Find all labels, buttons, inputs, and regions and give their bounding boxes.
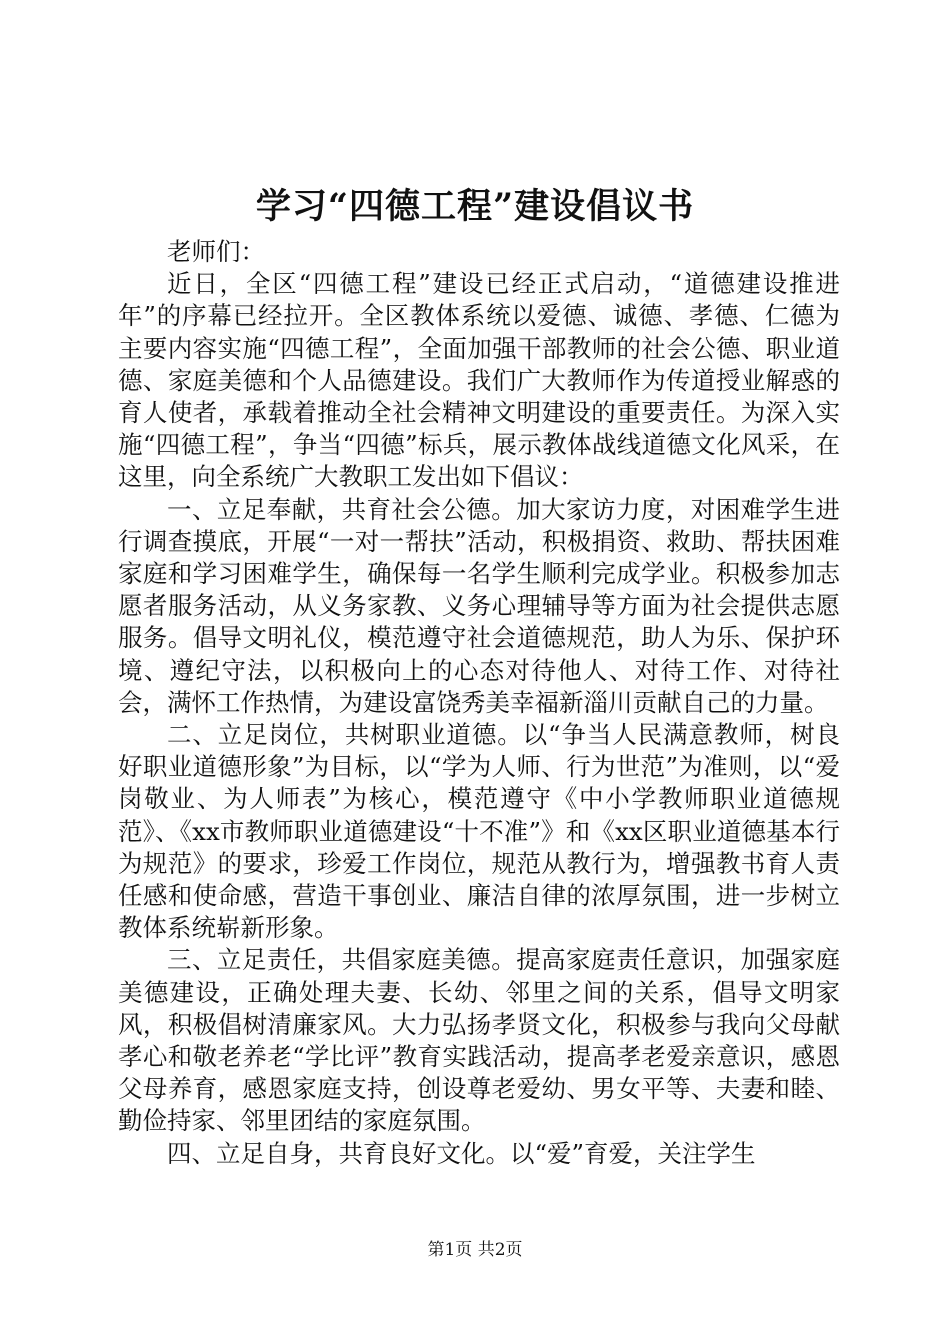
salutation: 老师们： (167, 237, 265, 266)
document-title: 学习“四德工程”建设倡议书 (255, 186, 695, 227)
proposal-paragraph-4: 四、立足自身，共育良好文化。以“爱”育爱，关注学生 (167, 1138, 756, 1168)
intro-paragraph: 近日，全区“四德工程”建设已经正式启动，“道德建设推进年”的序幕已经拉开。全区教体系统以爱德、诚德、孝德、仁德为主要内容实施“四德工程”，全面加强干部教师的社会公德、职业道德、家庭美德和个人品德建设。我们广大教师作为传道授业解惑的育人使者，承载着推动全社会精神文明建设的重要责任。为深入实施“四德工程”，争当“四德”标兵，展示教体战线道德文化风采，在这里，向全系统广大教职工发出如下倡议： (118, 269, 840, 492)
page-number: 第1页 共2页 (427, 1240, 523, 1260)
proposal-paragraph-1: 一、立足奉献，共育社会公德。加大家访力度，对困难学生进行调查摸底，开展“一对一帮扶”活动，积极捐资、救助、帮扶困难家庭和学习困难学生，确保每一名学生顺利完成学业。积极参加志愿者服务活动，从义务家教、义务心理辅导等方面为社会提供志愿服务。倡导文明礼仪，模范遵守社会道德规范，助人为乐、保护环境、遵纪守法，以积极向上的心态对待他人、对待工作、对待社会，满怀工作热情，为建设富饶秀美幸福新淄川贡献自己的力量。 (118, 494, 840, 717)
proposal-paragraph-3: 三、立足责任，共倡家庭美德。提高家庭责任意识，加强家庭美德建设，正确处理夫妻、长幼、邻里之间的关系，倡导文明家风，积极倡树清廉家风。大力弘扬孝贤文化，积极参与我向父母献孝心和敬老养老“学比评”教育实践活动，提高孝老爱亲意识，感恩父母养育，感恩家庭支持，创设尊老爱幼、男女平等、夫妻和睦、勤俭持家、邻里团结的家庭氛围。 (118, 945, 840, 1136)
proposal-paragraph-2: 二、立足岗位，共树职业道德。以“争当人民满意教师，树良好职业道德形象”为目标，以“学为人师、行为世范”为准则，以“爱岗敬业、为人师表”为核心，模范遵守《中小学教师职业道德规范》、《xx市教师职业道德建设“十不准”》和《xx区职业道德基本行为规范》的要求，珍爱工作岗位，规范从教行为，增强教书育人责任感和使命感，营造干事创业、廉洁自律的浓厚氛围，进一步树立教体系统崭新形象。 (118, 720, 840, 943)
document-body (118, 236, 840, 1170)
